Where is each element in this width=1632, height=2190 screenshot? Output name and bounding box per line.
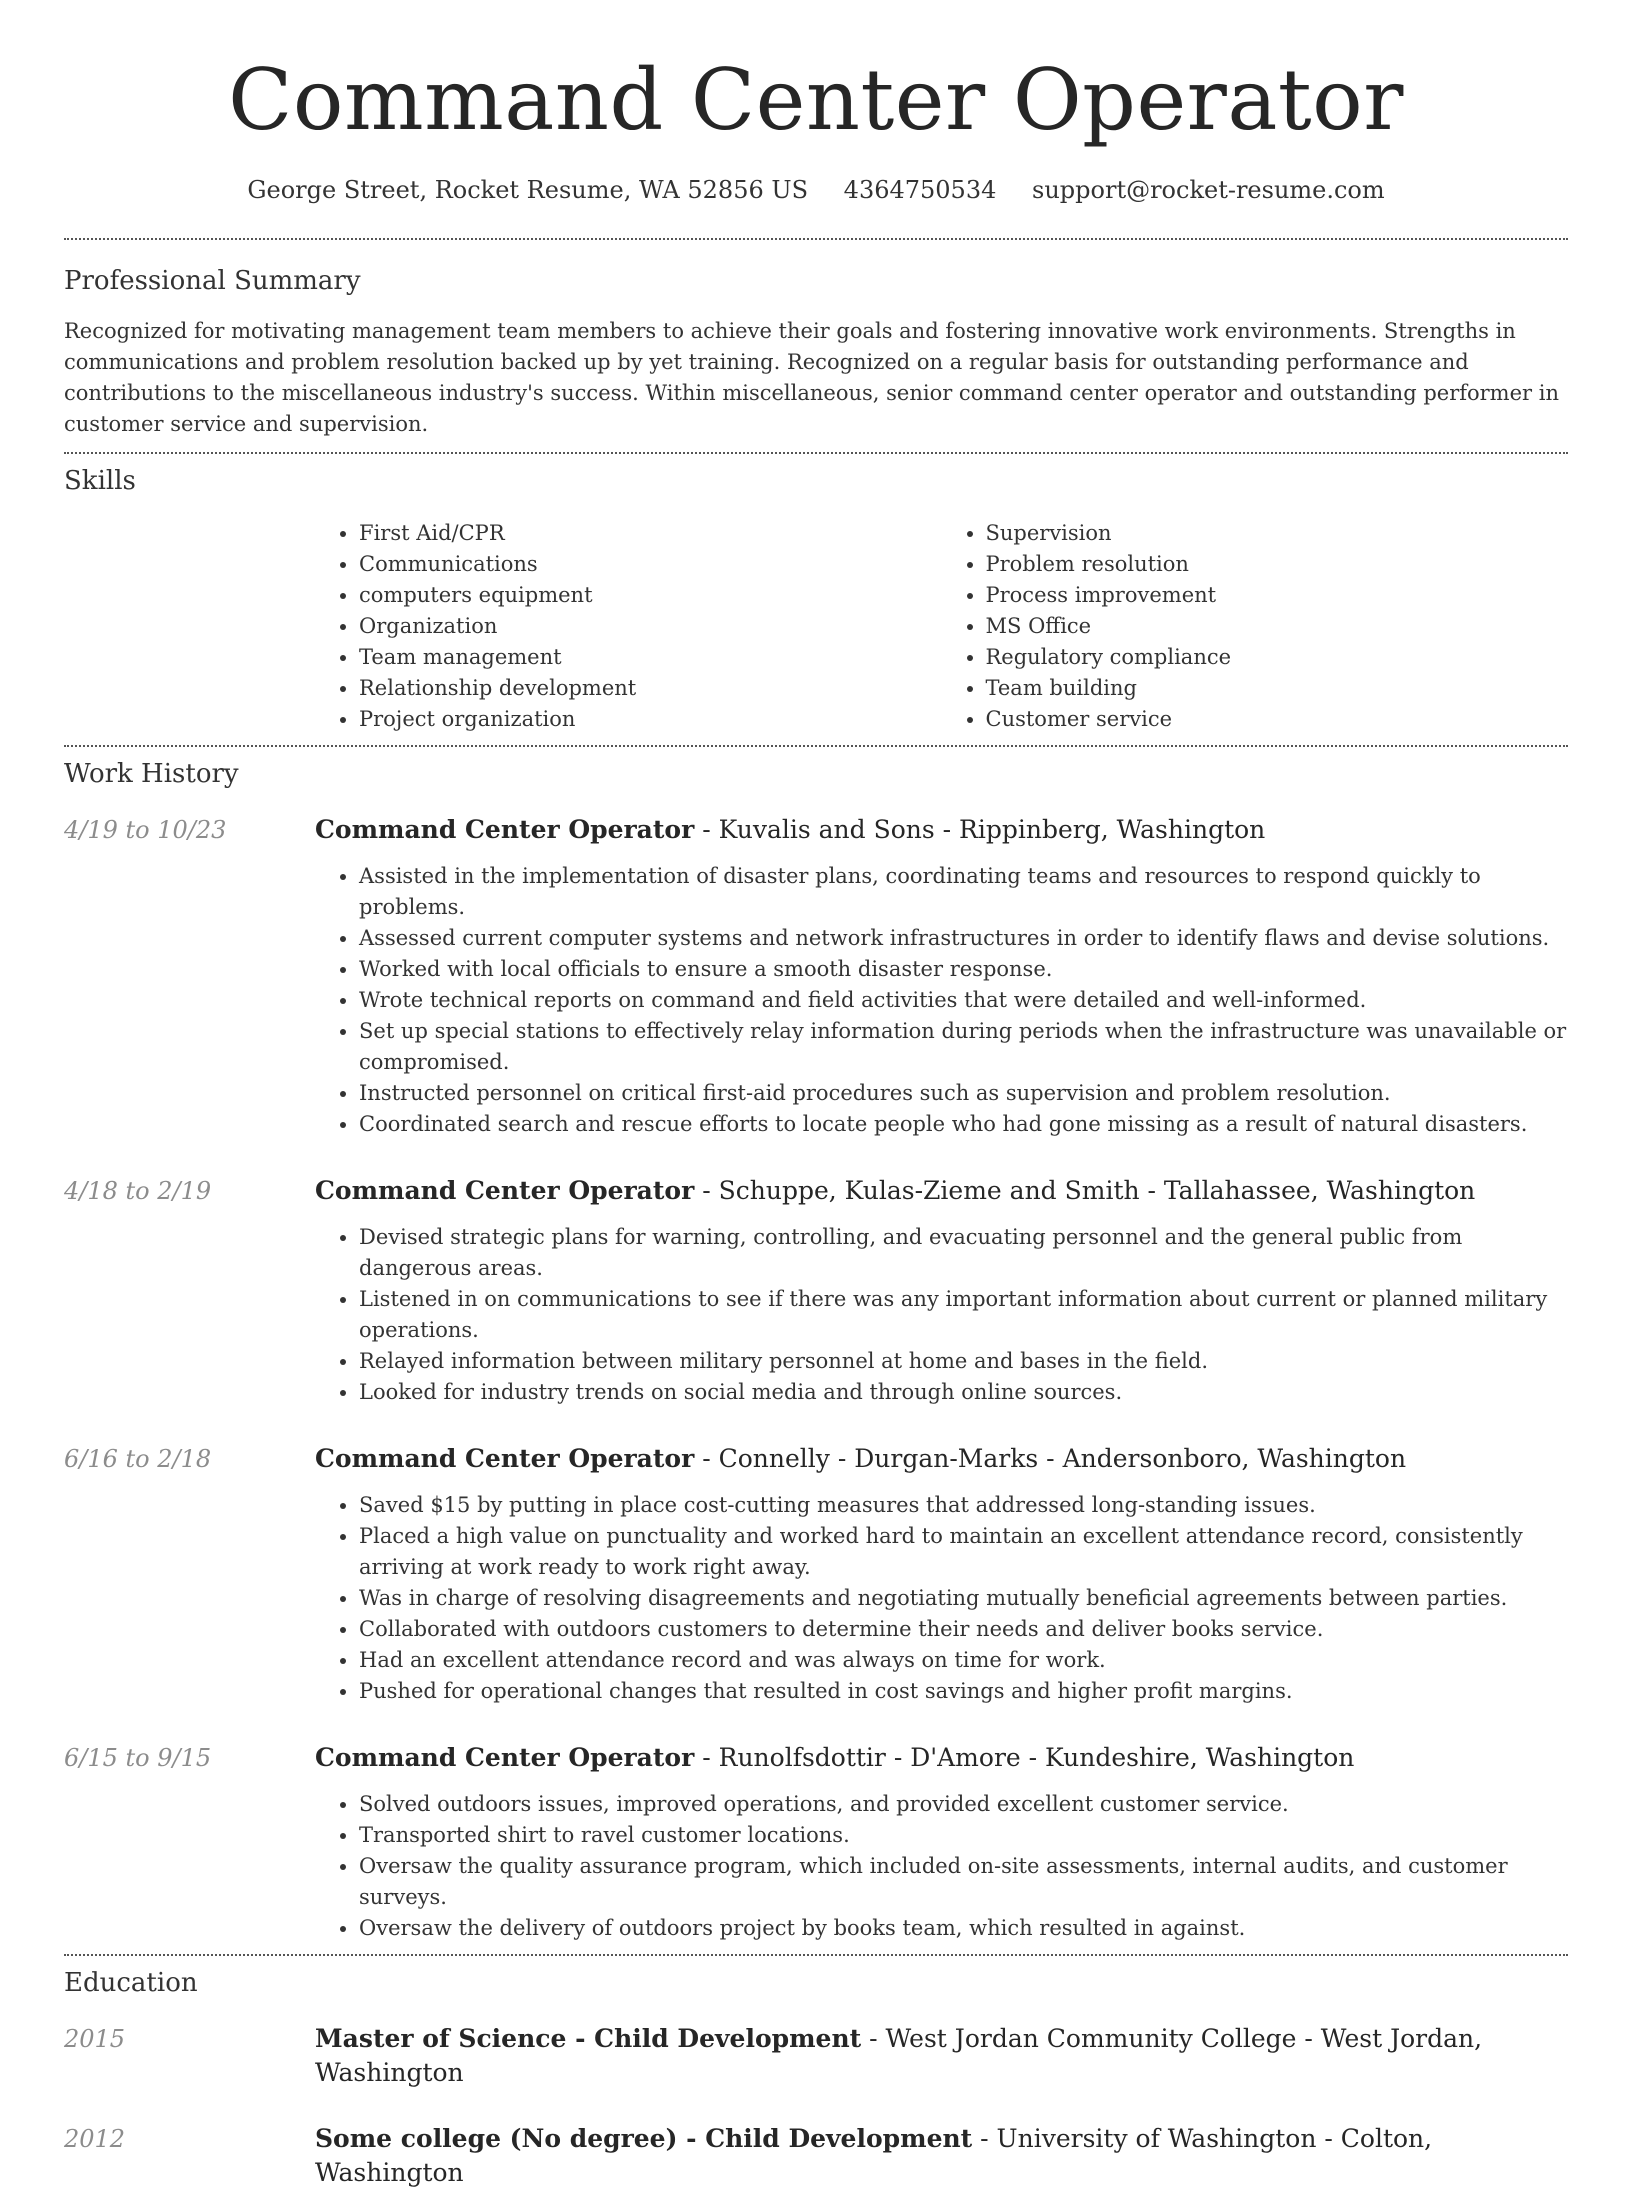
education-degree: Master of Science - Child Development — [315, 2024, 862, 2053]
job-dates: 4/19 to 10/23 — [64, 816, 227, 844]
skill-item: • Supervision — [986, 518, 1569, 549]
skill-item: • Team management — [359, 642, 942, 673]
job-entry — [64, 1442, 1568, 1707]
contact-phone: 4364750534 — [843, 176, 997, 204]
education-title-line — [315, 2022, 1568, 2090]
job-body — [315, 1174, 1568, 1408]
job-bullet: • Saved $15 by putting in place cost-cutting measures that addressed long-standing issues. — [359, 1490, 1568, 1521]
job-role: Command Center Operator — [315, 815, 695, 844]
skill-item: • Project organization — [359, 704, 942, 735]
job-body — [315, 1442, 1568, 1707]
job-body — [315, 813, 1568, 1140]
job-entry — [64, 1174, 1568, 1408]
education-body — [315, 2122, 1568, 2190]
job-bullet: • Assessed current computer systems and network infrastructures in order to identify flaws and devise solutions. — [359, 923, 1568, 954]
contact-email: support@rocket-resume.com — [1032, 176, 1385, 204]
skills-column-right — [942, 518, 1569, 735]
job-bullet: • Had an excellent attendance record and was always on time for work. — [359, 1645, 1568, 1676]
job-bullets — [315, 1222, 1568, 1408]
summary-text: Recognized for motivating management team members to achieve their goals and fostering innovative work environments. Strengths in communications and problem resolution backed up by yet training. Recognized on a regular basis for outstanding performance and contributions to the miscellaneous industry's success. Within miscellaneous, senior command center operator and outstanding performer in customer service and supervision. — [64, 319, 1559, 436]
summary-section — [64, 240, 1568, 452]
education-body — [315, 2022, 1568, 2090]
summary-title: Professional Summary — [64, 266, 361, 296]
skill-item: • Communications — [359, 549, 942, 580]
skill-item: • Relationship development — [359, 673, 942, 704]
job-role: Command Center Operator — [315, 1743, 695, 1772]
job-bullet: • Coordinated search and rescue efforts to locate people who had gone missing as a result of natural disasters. — [359, 1109, 1568, 1140]
job-dates: 6/16 to 2/18 — [64, 1445, 212, 1473]
job-title — [315, 1442, 1568, 1476]
job-bullet: • Oversaw the quality assurance program, which included on-site assessments, internal audits, and customer surveys. — [359, 1851, 1568, 1913]
resume-name: Command Center Operator — [228, 51, 1404, 149]
job-bullet: • Relayed information between military personnel at home and bases in the field. — [359, 1346, 1568, 1377]
job-bullet: • Worked with local officials to ensure a smooth disaster response. — [359, 954, 1568, 985]
skill-item: • Problem resolution — [986, 549, 1569, 580]
skills-list — [315, 518, 1568, 735]
skill-item: • Process improvement — [986, 580, 1569, 611]
job-bullets — [315, 1789, 1568, 1944]
job-details: - Kuvalis and Sons - Rippinberg, Washington — [694, 815, 1266, 844]
job-bullet: • Devised strategic plans for warning, controlling, and evacuating personnel and the general public from dangerous areas. — [359, 1222, 1568, 1284]
skill-item: • Team building — [986, 673, 1569, 704]
job-role: Command Center Operator — [315, 1444, 695, 1473]
job-bullet: • Solved outdoors issues, improved operations, and provided excellent customer service. — [359, 1789, 1568, 1820]
education-year: 2012 — [64, 2125, 126, 2153]
job-bullets — [315, 861, 1568, 1140]
job-dates: 4/18 to 2/19 — [64, 1177, 212, 1205]
education-title: Education — [64, 1968, 198, 1998]
education-entry — [64, 2122, 1568, 2190]
job-body — [315, 1741, 1568, 1944]
education-title-line — [315, 2122, 1568, 2190]
skill-item: • Regulatory compliance — [986, 642, 1569, 673]
education-section — [64, 1956, 1568, 2190]
skill-item: • computers equipment — [359, 580, 942, 611]
job-bullet: • Oversaw the delivery of outdoors project by books team, which resulted in against. — [359, 1913, 1568, 1944]
job-title — [315, 813, 1568, 847]
education-entry — [64, 2022, 1568, 2090]
education-details: - West Jordan Community College - West Jordan, Washington — [315, 2024, 1483, 2087]
job-title — [315, 1174, 1568, 1208]
work-history-title: Work History — [64, 759, 239, 789]
job-bullet: • Placed a high value on punctuality and worked hard to maintain an excellent attendance record, consistently arriving at work ready to work right away. — [359, 1521, 1568, 1583]
skill-item: • MS Office — [986, 611, 1569, 642]
job-entry — [64, 813, 1568, 1140]
job-bullet: • Assisted in the implementation of disaster plans, coordinating teams and resources to respond quickly to problems. — [359, 861, 1568, 923]
job-entry — [64, 1741, 1568, 1944]
job-bullet: • Listened in on communications to see if there was any important information about current or planned military operations. — [359, 1284, 1568, 1346]
job-bullet: • Instructed personnel on critical first-aid procedures such as supervision and problem resolution. — [359, 1078, 1568, 1109]
job-details: - Schuppe, Kulas-Zieme and Smith - Tallahassee, Washington — [694, 1176, 1476, 1205]
job-bullet: • Looked for industry trends on social media and through online sources. — [359, 1377, 1568, 1408]
job-details: - Runolfsdottir - D'Amore - Kundeshire, Washington — [694, 1743, 1355, 1772]
job-bullet: • Collaborated with outdoors customers to determine their needs and deliver books service. — [359, 1614, 1568, 1645]
skills-column-left — [315, 518, 942, 735]
job-bullet: • Pushed for operational changes that resulted in cost savings and higher profit margins. — [359, 1676, 1568, 1707]
education-details: - University of Washington - Colton, Washington — [315, 2124, 1433, 2187]
skill-item: • Customer service — [986, 704, 1569, 735]
skills-title: Skills — [64, 466, 136, 496]
job-bullets — [315, 1490, 1568, 1707]
education-degree: Some college (No degree) - Child Development — [315, 2124, 973, 2153]
contact-line — [64, 174, 1568, 206]
job-title — [315, 1741, 1568, 1775]
job-bullet: • Set up special stations to effectively relay information during periods when the infrastructure was unavailable or compromised. — [359, 1016, 1568, 1078]
contact-address: George Street, Rocket Resume, WA 52856 US — [247, 176, 809, 204]
job-bullet: • Wrote technical reports on command and field activities that were detailed and well-informed. — [359, 985, 1568, 1016]
job-details: - Connelly - Durgan-Marks - Andersonboro, Washington — [694, 1444, 1407, 1473]
skill-item: • Organization — [359, 611, 942, 642]
work-history-section — [64, 747, 1568, 1954]
education-year: 2015 — [64, 2025, 126, 2053]
job-dates: 6/15 to 9/15 — [64, 1744, 212, 1772]
job-bullet: • Transported shirt to ravel customer locations. — [359, 1820, 1568, 1851]
job-role: Command Center Operator — [315, 1176, 695, 1205]
skill-item: • First Aid/CPR — [359, 518, 942, 549]
skills-section — [64, 454, 1568, 745]
job-bullet: • Was in charge of resolving disagreements and negotiating mutually beneficial agreements between parties. — [359, 1583, 1568, 1614]
